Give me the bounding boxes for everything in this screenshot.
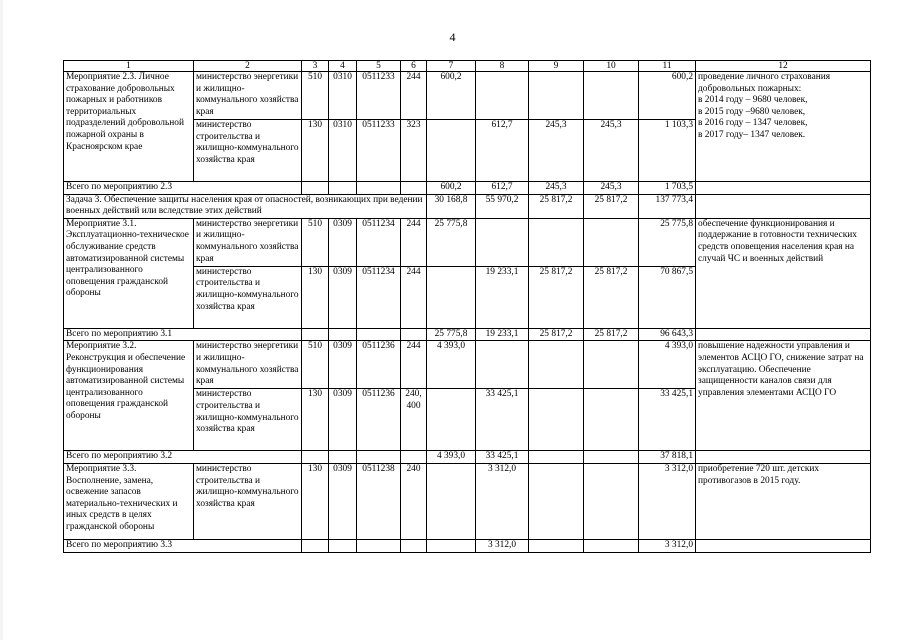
rz-cell: 0309	[329, 341, 357, 389]
value-cell	[427, 389, 476, 451]
org-cell: министерство энергетики и жилищно-коммунального хозяйства края	[194, 72, 302, 120]
value-cell	[529, 463, 584, 539]
page-number: 4	[449, 30, 456, 44]
csr-cell: 0511234	[357, 218, 401, 266]
task-value: 30 168,8	[427, 194, 476, 218]
value-cell	[529, 341, 584, 389]
value-cell: 612,7	[476, 120, 529, 182]
gr-cell: 130	[302, 120, 329, 182]
value-cell	[476, 72, 529, 120]
col-header: 3	[302, 61, 329, 72]
total-value: 612,7	[476, 182, 529, 195]
vr-cell: 244	[401, 218, 427, 266]
total-value: 96 643,3	[639, 328, 696, 341]
csr-cell: 0511233	[357, 72, 401, 120]
total-row	[64, 539, 871, 552]
total-value: 4 393,0	[427, 451, 476, 464]
expected-result: обеспечение функционирования и поддержание в готовности технических средств оповещения населения края на случай ЧС и военных действий	[696, 218, 871, 328]
total-value: 3 312,0	[476, 539, 529, 552]
col-header: 11	[639, 61, 696, 72]
value-cell	[584, 218, 639, 266]
expected-result: проведение личного страхования добровольных пожарных: в 2014 году – 9680 человек, в 2015 году –9680 человек, в 2016 году – 1347 человек, в 2017 году– 1347 человек.	[696, 72, 871, 182]
value-cell: 33 425,1	[476, 389, 529, 451]
org-cell: министерство строительства и жилищно-коммунального хозяйства края	[194, 266, 302, 328]
value-cell	[584, 72, 639, 120]
table-row	[64, 218, 871, 266]
expected-result: приобретение 720 шт. детских противогазов в 2015 году.	[696, 463, 871, 539]
org-cell: министерство энергетики и жилищно-коммунального хозяйства края	[194, 341, 302, 389]
value-cell	[529, 218, 584, 266]
org-cell: министерство строительства и жилищно-коммунального хозяйства края	[194, 120, 302, 182]
table-row	[64, 341, 871, 389]
value-cell: 25 775,8	[639, 218, 696, 266]
total-row	[64, 328, 871, 341]
total-row	[64, 451, 871, 464]
rz-cell: 0310	[329, 120, 357, 182]
value-cell: 33 425,1	[639, 389, 696, 451]
gr-cell: 130	[302, 266, 329, 328]
column-number-row	[64, 61, 871, 72]
value-cell: 600,2	[639, 72, 696, 120]
measure-name: Мероприятие 3.1. Эксплуатационно-техническое обслуживание средств автоматизированной системы централизованного оповещения гражданской обороны	[64, 218, 194, 328]
task-value: 25 817,2	[529, 194, 584, 218]
vr-cell: 244	[401, 341, 427, 389]
total-value	[584, 539, 639, 552]
rz-cell: 0309	[329, 389, 357, 451]
gr-cell: 510	[302, 341, 329, 389]
org-cell: министерство строительства и жилищно-коммунального хозяйства края	[194, 463, 302, 539]
value-cell	[476, 218, 529, 266]
col-header: 4	[329, 61, 357, 72]
total-label: Всего по мероприятию 2.3	[64, 182, 302, 195]
col-header: 9	[529, 61, 584, 72]
total-value	[427, 539, 476, 552]
vr-cell: 240	[401, 463, 427, 539]
measure-name: Мероприятие 3.2. Реконструкция и обеспечение функционирования автоматизированной системы централизованного оповещения гражданской обороны	[64, 341, 194, 451]
rz-cell: 0309	[329, 218, 357, 266]
total-value: 33 425,1	[476, 451, 529, 464]
value-cell: 19 233,1	[476, 266, 529, 328]
total-label: Всего по мероприятию 3.2	[64, 451, 302, 464]
value-cell: 4 393,0	[427, 341, 476, 389]
total-value: 245,3	[529, 182, 584, 195]
vr-cell: 323	[401, 120, 427, 182]
vr-cell: 240, 400	[401, 389, 427, 451]
budget-table	[63, 60, 871, 553]
gr-cell: 510	[302, 218, 329, 266]
value-cell	[584, 389, 639, 451]
value-cell: 25 775,8	[427, 218, 476, 266]
value-cell: 70 867,5	[639, 266, 696, 328]
vr-cell: 244	[401, 266, 427, 328]
table-row	[64, 72, 871, 120]
rz-cell: 0309	[329, 463, 357, 539]
task-row	[64, 194, 871, 218]
total-label: Всего по мероприятию 3.1	[64, 328, 302, 341]
csr-cell: 0511234	[357, 266, 401, 328]
total-value: 3 312,0	[639, 539, 696, 552]
value-cell: 1 103,3	[639, 120, 696, 182]
csr-cell: 0511236	[357, 389, 401, 451]
value-cell	[584, 463, 639, 539]
csr-cell: 0511238	[357, 463, 401, 539]
value-cell	[584, 341, 639, 389]
total-row	[64, 182, 871, 195]
org-cell: министерство энергетики и жилищно-коммунального хозяйства края	[194, 218, 302, 266]
total-value	[529, 451, 584, 464]
value-cell	[427, 266, 476, 328]
total-value: 25 817,2	[529, 328, 584, 341]
total-value	[529, 539, 584, 552]
col-header: 10	[584, 61, 639, 72]
expected-result: повышение надежности управления и элементов АСЦО ГО, снижение затрат на эксплуатацию. Обеспечение защищенности каналов связи для управления элементами АСЦО ГО	[696, 341, 871, 451]
value-cell	[476, 341, 529, 389]
value-cell: 4 393,0	[639, 341, 696, 389]
gr-cell: 130	[302, 389, 329, 451]
total-value: 1 703,5	[639, 182, 696, 195]
vr-cell: 244	[401, 72, 427, 120]
total-value	[584, 451, 639, 464]
measure-name: Мероприятие 2.3. Личное страхование добровольных пожарных и работников территориальных подразделений добровольной пожарной охраны в Красноярском крае	[64, 72, 194, 182]
total-value: 25 817,2	[584, 328, 639, 341]
task-value: 137 773,4	[639, 194, 696, 218]
value-cell: 245,3	[584, 120, 639, 182]
task-value: 25 817,2	[584, 194, 639, 218]
csr-cell: 0511236	[357, 341, 401, 389]
col-header: 12	[696, 61, 871, 72]
value-cell: 25 817,2	[529, 266, 584, 328]
value-cell: 3 312,0	[639, 463, 696, 539]
col-header: 1	[64, 61, 194, 72]
task-value: 55 970,2	[476, 194, 529, 218]
total-value: 245,3	[584, 182, 639, 195]
rz-cell: 0310	[329, 72, 357, 120]
value-cell: 600,2	[427, 72, 476, 120]
value-cell	[529, 389, 584, 451]
rz-cell: 0309	[329, 266, 357, 328]
col-header: 8	[476, 61, 529, 72]
gr-cell: 130	[302, 463, 329, 539]
col-header: 2	[194, 61, 302, 72]
table-row	[64, 463, 871, 539]
total-value: 25 775,8	[427, 328, 476, 341]
csr-cell: 0511233	[357, 120, 401, 182]
value-cell: 245,3	[529, 120, 584, 182]
total-value: 600,2	[427, 182, 476, 195]
value-cell	[427, 463, 476, 539]
task-label: Задача 3. Обеспечение защиты населения края от опасностей, возникающих при ведении военных действий или вследствие этих действий	[64, 194, 427, 218]
col-header: 5	[357, 61, 401, 72]
value-cell	[529, 72, 584, 120]
measure-name: Мероприятие 3.3. Восполнение, замена, освежение запасов материально-технических и иных средств в целях гражданской обороны	[64, 463, 194, 539]
total-label: Всего по мероприятию 3.3	[64, 539, 302, 552]
total-value: 19 233,1	[476, 328, 529, 341]
value-cell	[427, 120, 476, 182]
gr-cell: 510	[302, 72, 329, 120]
value-cell: 3 312,0	[476, 463, 529, 539]
col-header: 7	[427, 61, 476, 72]
col-header: 6	[401, 61, 427, 72]
org-cell: министерство строительства и жилищно-коммунального хозяйства края	[194, 389, 302, 451]
scan-edge	[0, 0, 3, 640]
value-cell: 25 817,2	[584, 266, 639, 328]
total-value: 37 818,1	[639, 451, 696, 464]
